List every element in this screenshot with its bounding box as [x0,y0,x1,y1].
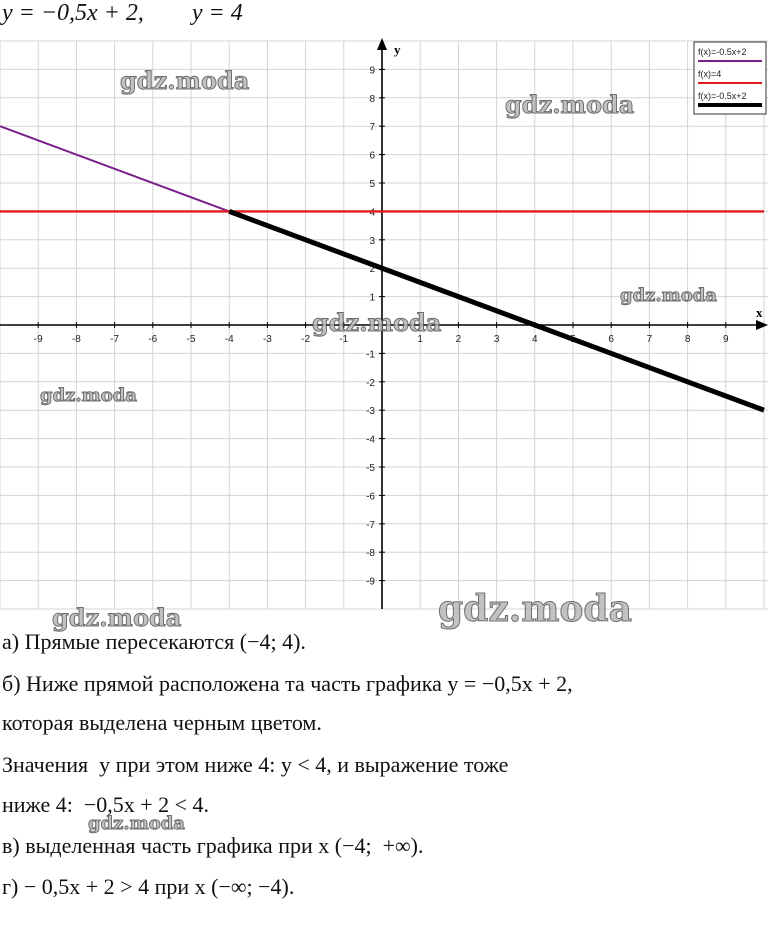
y-tick-label: 9 [369,65,375,77]
answer-b-line2: которая выделена черным цветом. [2,710,322,735]
y-axis-label: y [394,42,401,57]
y-tick-label: 3 [369,235,375,247]
x-tick-label: -6 [148,334,158,345]
x-tick-label: 1 [417,334,423,345]
answer-c: в) выделенная часть графика при x (−4; +∞). [2,833,424,858]
x-tick-label: -7 [110,334,120,345]
watermark: gdz.moda [312,308,442,337]
y-tick-label: -1 [366,349,375,361]
y-tick-label: 5 [369,179,375,190]
legend [694,42,766,114]
answer-b-line4: ниже 4: −0,5x + 2 < 4. [2,792,210,817]
y-tick-label: -2 [366,377,375,389]
x-tick-label: 9 [723,334,729,345]
watermark: gdz.moda [620,285,717,306]
x-tick-label: 7 [646,334,653,345]
answer-b-line3: Значения y при этом ниже 4: y < 4, и выражение тоже [2,752,509,777]
x-tick-label: 8 [684,334,691,345]
y-tick-label: -9 [366,576,375,588]
y-tick-label: -5 [366,463,375,474]
y-tick-label: 6 [369,150,375,162]
watermark: gdz.moda [40,385,137,406]
answer-b-line1: б) Ниже прямой расположена та часть графика y = −0,5x + 2, [2,671,573,696]
legend-label: f(x)=4 [698,69,722,79]
answer-d: г) − 0,5x + 2 > 4 при x (−∞; −4). [2,874,295,899]
y-tick-label: 1 [369,292,375,304]
x-axis-arrow [756,320,768,330]
x-tick-label: 3 [493,334,500,345]
x-tick-label: -3 [262,334,272,345]
x-axis-label: x [756,305,763,320]
x-tick-label: -8 [71,334,81,345]
x-tick-label: 4 [532,334,538,345]
y-tick-label: 2 [369,264,375,276]
x-tick-label: 5 [570,334,576,345]
legend-label: f(x)=-0.5x+2 [698,91,747,101]
x-tick-label: -2 [301,334,311,345]
watermark: gdz.moda [52,603,182,632]
x-tick-label: -9 [33,334,43,345]
watermark: gdz.moda [120,66,250,95]
y-tick-label: -4 [366,434,375,446]
x-tick-label: 2 [455,334,462,345]
y-tick-label: 7 [369,122,375,134]
watermark: gdz.moda [438,588,632,630]
watermark: gdz.moda [505,90,635,119]
y-axis-arrow [377,38,387,50]
equations-header: y = −0,5x + 2, y = 4 [2,0,243,26]
x-tick-label: -1 [339,334,349,345]
y-tick-label: -8 [366,548,375,560]
coordinate-plane-chart [0,38,768,618]
y-tick-label: -7 [366,519,375,531]
x-tick-label: -5 [186,334,196,345]
x-tick-label: -4 [224,334,234,345]
answer-a: а) Прямые пересекаются (−4; 4). [2,629,306,654]
y-tick-label: -3 [366,406,375,418]
x-tick-label: 6 [608,334,614,345]
y-tick-label: 8 [369,93,375,105]
y-tick-label: 4 [369,207,375,219]
legend-label: f(x)=-0.5x+2 [698,47,747,57]
watermark: gdz.moda [88,813,185,834]
y-tick-label: -6 [366,491,375,503]
